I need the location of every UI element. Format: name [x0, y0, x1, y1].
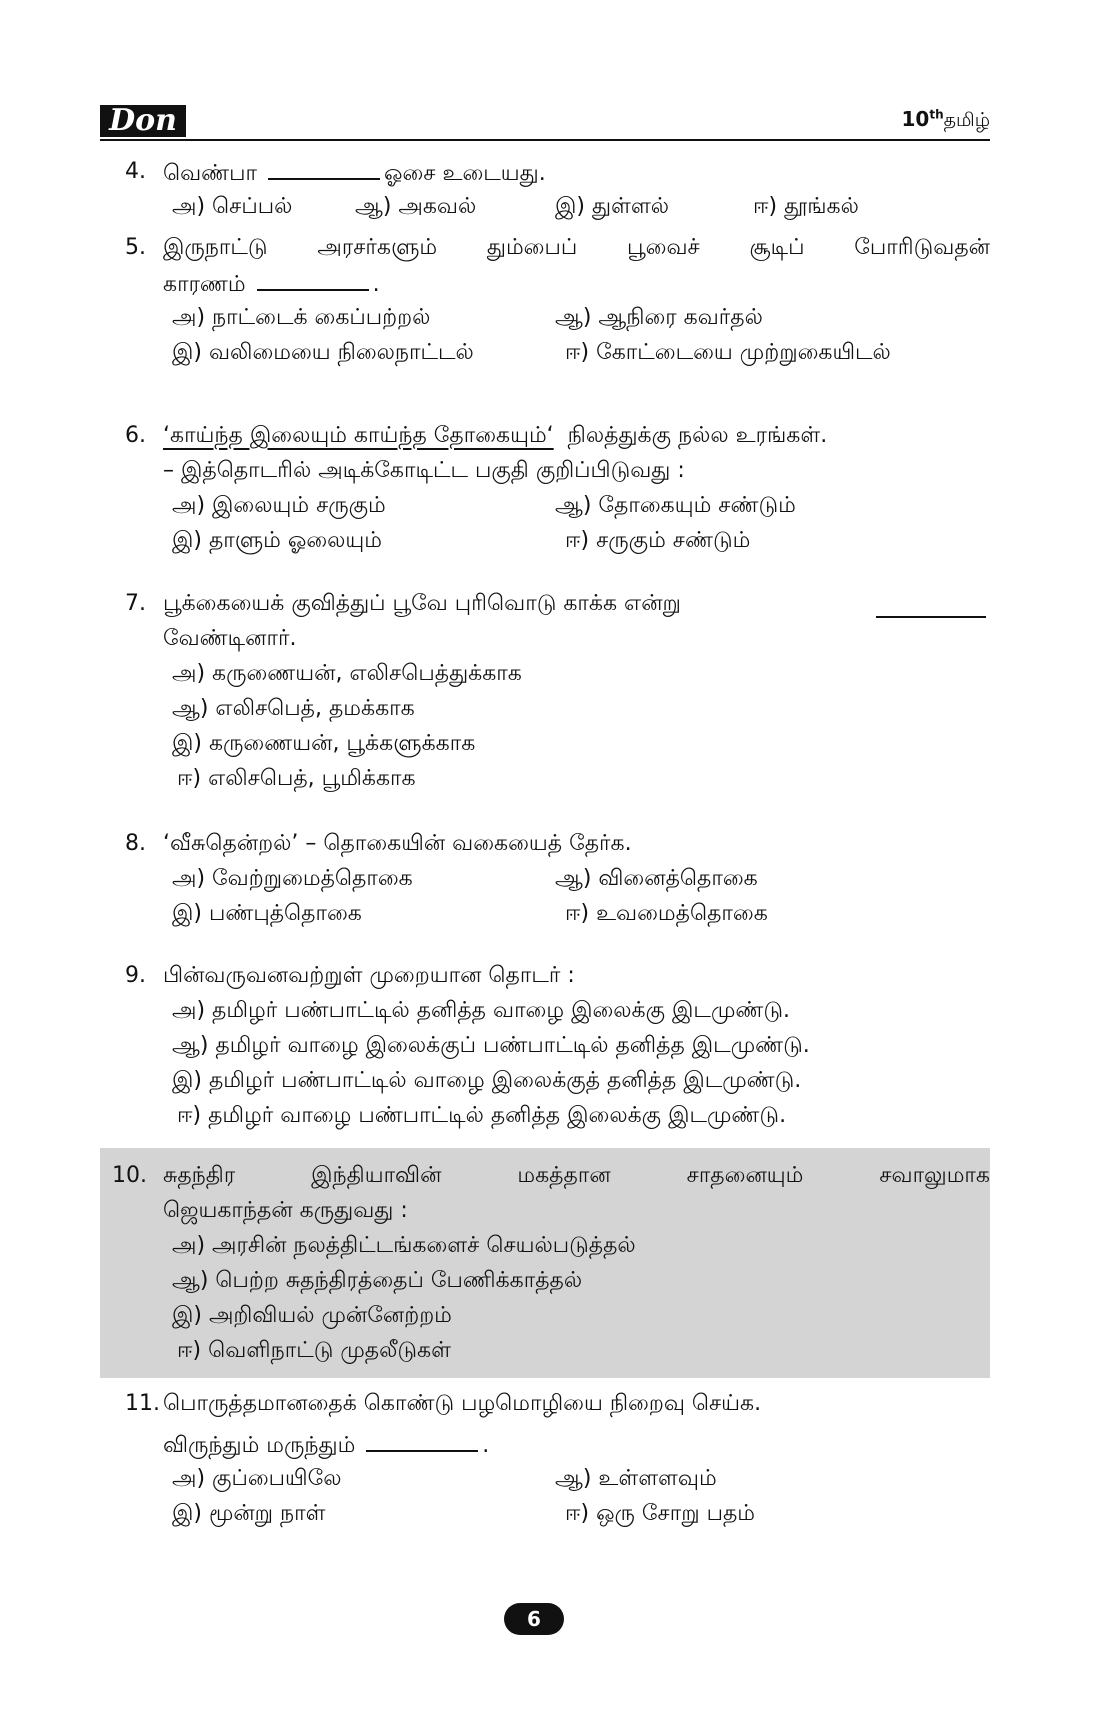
question-4 [125, 154, 990, 224]
question-number: 6. [125, 423, 146, 448]
option-d: ஈ) ஒரு சோறு பதம் [565, 1501, 755, 1526]
option-c: இ) தமிழர் பண்பாட்டில் வாழை இலைக்குத் தனித்த இடமுண்டு. [172, 1068, 802, 1093]
option-d: ஈ) தமிழர் வாழை பண்பாட்டில் தனித்த இலைக்கு இடமுண்டு. [177, 1103, 787, 1128]
option-b: ஆ) பெற்ற சுதந்திரத்தைப் பேணிக்காத்தல் [172, 1268, 583, 1293]
option-c: இ) கருணையன், பூக்களுக்காக [172, 731, 476, 756]
question-stem-cont: வேண்டினார். [163, 626, 297, 651]
option-a: அ) குப்பையிலே [172, 1466, 342, 1491]
option-d: ஈ) கோட்டையை முற்றுகையிடல் [565, 340, 891, 365]
option-a: அ) அரசின் நலத்திட்டங்களைச் செயல்படுத்தல் [172, 1233, 636, 1258]
question-number: 10. [112, 1163, 147, 1188]
subject-label: 10thதமிழ் [901, 107, 990, 131]
option-c: இ) வலிமையை நிலைநாட்டல் [172, 340, 474, 365]
answer-blank [268, 154, 380, 180]
question-6 [125, 418, 990, 558]
question-9 [125, 958, 990, 1133]
option-c: இ) அறிவியல் முன்னேற்றம் [172, 1303, 452, 1328]
option-b: ஆ) ஆநிரை கவர்தல் [555, 305, 763, 330]
answer-blank [257, 265, 369, 291]
option-a: அ) செப்பல் [172, 194, 293, 219]
option-b: ஆ) தமிழர் வாழை இலைக்குப் பண்பாட்டில் தனித்த இடமுண்டு. [172, 1033, 810, 1058]
option-c: இ) தாளும் ஓலையும் [172, 528, 382, 553]
answer-blank [366, 1426, 478, 1452]
question-10 [112, 1158, 990, 1368]
question-5 [125, 230, 990, 370]
option-b: ஆ) தோகையும் சண்டும் [555, 493, 796, 518]
option-b: ஆ) அகவல் [355, 194, 477, 219]
question-stem-cont: விருந்தும் மருந்தும் . [163, 1426, 990, 1463]
question-stem: இருநாட்டு அரசர்களும் தும்பைப் பூவைச் சூடிப் போரிடுவதன் [163, 235, 990, 260]
question-stem: வெண்பா ஓசை உடையது. [163, 154, 990, 191]
option-a: அ) தமிழர் பண்பாட்டில் தனித்த வாழை இலைக்கு இடமுண்டு. [172, 998, 790, 1023]
question-7 [125, 586, 990, 796]
question-11 [125, 1386, 990, 1531]
question-number: 5. [125, 235, 146, 260]
option-c: இ) மூன்று நாள் [172, 1501, 326, 1526]
option-d: ஈ) சருகும் சண்டும் [565, 528, 751, 553]
option-d: ஈ) வெளிநாட்டு முதலீடுகள் [177, 1338, 451, 1363]
option-d: ஈ) தூங்கல் [753, 194, 859, 219]
option-b: ஆ) எலிசபெத், தமக்காக [172, 696, 415, 721]
option-c: இ) பண்புத்தொகை [172, 901, 362, 926]
question-stem: சுதந்திர இந்தியாவின் மகத்தான சாதனையும் சவாலுமாக [163, 1163, 990, 1188]
question-8 [125, 826, 990, 931]
question-number: 8. [125, 831, 146, 856]
option-a: அ) வேற்றுமைத்தொகை [172, 866, 413, 891]
answer-blank [876, 592, 986, 618]
question-stem-cont: ஜெயகாந்தன் கருதுவது : [163, 1198, 408, 1223]
question-number: 7. [125, 591, 146, 616]
page-number: 6 [504, 1603, 564, 1635]
question-stem: ‘காய்ந்த இலையும் காய்ந்த தோகையும்‘ நிலத்துக்கு நல்ல உரங்கள். [163, 423, 828, 448]
option-b: ஆ) உள்ளளவும் [555, 1466, 717, 1491]
option-a: அ) நாட்டைக் கைப்பற்றல் [172, 305, 431, 330]
question-number: 4. [125, 159, 146, 184]
publisher-logo: Don [100, 105, 186, 137]
question-stem-cont: – இத்தொடரில் அடிக்கோடிட்ட பகுதி குறிப்பிடுவது : [163, 458, 685, 483]
option-c: இ) துள்ளல் [555, 194, 670, 219]
underlined-phrase: ‘காய்ந்த இலையும் காய்ந்த தோகையும்‘ [163, 423, 554, 448]
question-stem: பொருத்தமானதைக் கொண்டு பழமொழியை நிறைவு செய்க. [163, 1391, 762, 1416]
option-a: அ) இலையும் சருகும் [172, 493, 386, 518]
option-b: ஆ) வினைத்தொகை [555, 866, 758, 891]
option-a: அ) கருணையன், எலிசபெத்துக்காக [172, 661, 522, 686]
option-d: ஈ) எலிசபெத், பூமிக்காக [177, 766, 416, 791]
option-d: ஈ) உவமைத்தொகை [565, 901, 768, 926]
question-number: 11. [125, 1391, 160, 1416]
page-header [100, 105, 990, 141]
question-stem-cont: காரணம் . [163, 265, 990, 302]
question-stem: ‘வீசுதென்றல்’ – தொகையின் வகையைத் தேர்க. [163, 831, 632, 856]
question-number: 9. [125, 963, 146, 988]
question-stem: பின்வருவனவற்றுள் முறையான தொடர் : [163, 963, 575, 988]
question-stem: பூக்கையைக் குவித்துப் பூவே புரிவொடு காக்க என்று [163, 586, 990, 621]
